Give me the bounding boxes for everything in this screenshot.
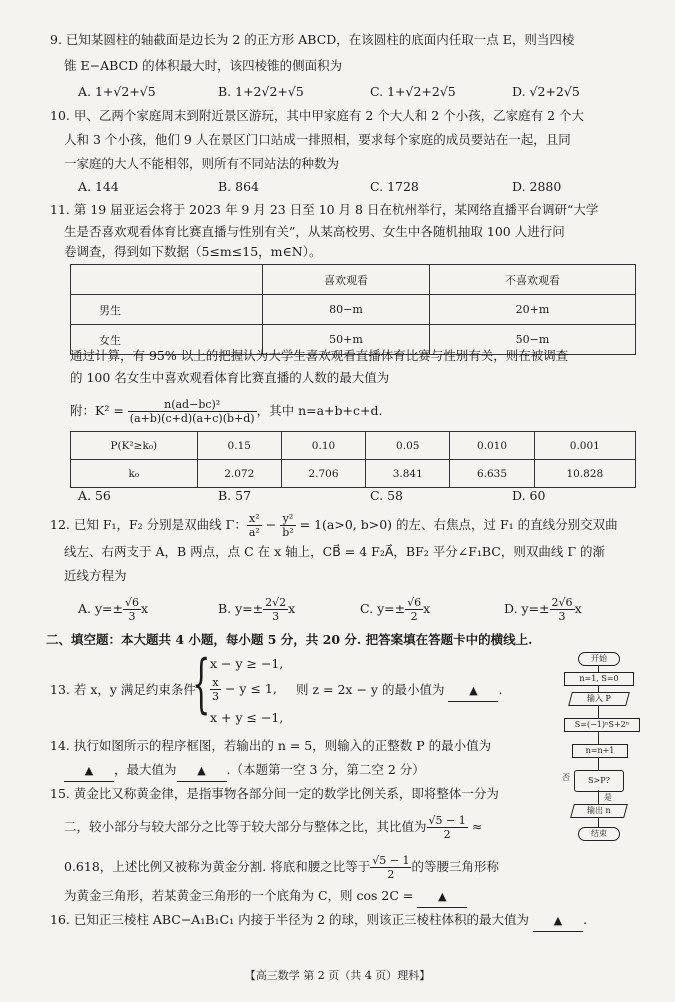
q11-line5: 的 100 名女生中喜欢观看体育比赛直播的人数的最大值为 <box>70 370 390 385</box>
q10-option-c: C. 1728 <box>370 179 419 194</box>
k-squared-formula <box>70 396 382 426</box>
q10-line2: 人和 3 个小孩，他们 9 人在景区门口站成一排照相，要求每个家庭的成员要站在一起，且同 <box>64 132 571 147</box>
q16-answer-blank: ▲ <box>533 911 583 932</box>
q15-text: 二，较小部分与较大部分之比等于较大部分与整体之比，其比值为 <box>64 819 427 834</box>
fraction-denominator: 2 <box>443 828 451 841</box>
flowchart-increment: n=n+1 <box>572 744 628 758</box>
q14-mid-text: ，最大值为 <box>114 762 177 777</box>
q15-line2 <box>64 812 482 842</box>
q16-text: 16. 已知正三棱柱 ABC−A₁B₁C₁ 内接于半径为 2 的球，则该正三棱柱体积的最大值为 <box>50 912 529 927</box>
table-row <box>71 265 636 295</box>
q9-option-d: D. √2+2√5 <box>512 84 580 99</box>
q15-line4 <box>64 886 467 908</box>
option-prefix: B. y=± <box>218 601 264 616</box>
q12-minus: − <box>261 517 281 532</box>
constraint-rest: − y ≤ 1, <box>221 681 277 696</box>
flowchart-init: n=1, S=0 <box>564 672 634 686</box>
fraction-denominator: a² <box>248 526 260 539</box>
flowchart-condition: S>P? <box>574 770 624 792</box>
q16-line <box>50 910 587 932</box>
fraction-numerator: √5 − 1 <box>428 814 466 827</box>
flow-arrow <box>598 685 599 692</box>
table-row <box>71 460 636 488</box>
survey-table <box>70 264 636 355</box>
program-flowchart <box>560 652 640 862</box>
formula-denominator: (a+b)(c+d)(a+c)(b+d) <box>129 412 255 425</box>
formula-fraction <box>128 398 257 425</box>
option-suffix: x <box>574 601 582 616</box>
q12-option-b <box>218 594 295 624</box>
section-heading-fill-in: 二、填空题：本大题共 4 小题，每小题 5 分，共 20 分. 把答案填在答题卡中的横线上. <box>46 632 533 647</box>
q9-line1: 9. 已知某圆柱的轴截面是边长为 2 的正方形 ABCD，在该圆柱的底面内任取一点 E，则当四棱 <box>50 32 575 47</box>
option-prefix: D. y=± <box>504 601 550 616</box>
q14-answer-blank-min: ▲ <box>64 761 114 782</box>
q9-option-c: C. 1+√2+2√5 <box>370 84 456 99</box>
fraction-denominator: 3 <box>128 610 136 623</box>
table-row <box>71 432 636 460</box>
table-row <box>71 295 636 325</box>
q12-line1 <box>50 510 618 540</box>
table-cell: 0.05 <box>366 432 450 460</box>
table-cell: 0.010 <box>450 432 534 460</box>
q9-option-b: B. 1+2√2+√5 <box>218 84 304 99</box>
q12-fraction-x <box>247 512 262 539</box>
q13-constraint-3: x + y ≤ −1, <box>210 710 284 725</box>
flow-arrow <box>598 790 599 804</box>
option-fraction <box>123 596 141 623</box>
constraint-brace: { <box>192 647 211 721</box>
table-cell: 50+m <box>263 325 430 355</box>
golden-ratio-fraction <box>427 814 468 841</box>
flow-arrow <box>598 757 599 770</box>
option-suffix: x <box>288 601 296 616</box>
fraction-numerator: √6 <box>407 596 422 609</box>
fraction-denominator: 3 <box>272 610 280 623</box>
q12-line2: 线左、右两支于 A，B 两点，点 C 在 x 轴上，CB⃗ = 4 F₂A⃗，BF₂ 平分∠F₁BC，则双曲线 Γ 的渐 <box>64 544 605 559</box>
table-cell: 50−m <box>429 325 635 355</box>
formula-prefix: 附：K² = <box>70 403 128 418</box>
q11-line2: 生是否喜欢观看体育比赛直播与性别有关”，从某高校男、女生中各随机抽取 100 人进行问 <box>64 224 565 239</box>
option-fraction <box>550 596 575 623</box>
fraction-denominator: 2 <box>387 868 395 881</box>
q15-text: 的等腰三角形称 <box>411 859 499 874</box>
q14-answer-blank-max: ▲ <box>177 761 227 782</box>
q15-approx: ≈ <box>467 819 483 834</box>
flow-arrow <box>598 705 599 718</box>
option-suffix: x <box>141 601 149 616</box>
golden-ratio-fraction <box>370 854 411 881</box>
table-cell: 3.841 <box>366 460 450 488</box>
table-cell: P(K²≥k₀) <box>71 432 198 460</box>
page-footer: 【高三数学 第 2 页（共 4 页）理科】 <box>244 969 431 982</box>
fraction-numerator: 2√2 <box>265 596 287 609</box>
fraction-numerator: x² <box>247 512 262 526</box>
q9-line2: 锥 E−ABCD 的体积最大时，该四棱锥的侧面积为 <box>64 58 343 73</box>
flow-arrow <box>598 731 599 744</box>
q11-option-a: A. 56 <box>78 488 111 503</box>
flowchart-start: 开始 <box>578 652 620 666</box>
critical-value-table <box>70 431 636 488</box>
q11-option-c: C. 58 <box>370 488 403 503</box>
q10-option-b: B. 864 <box>218 179 259 194</box>
q13-prefix: 13. 若 x，y 满足约束条件 <box>50 682 196 697</box>
option-prefix: A. y=± <box>78 601 123 616</box>
q13-constraint-2 <box>210 674 277 704</box>
q12-line3: 近线方程为 <box>64 568 127 583</box>
option-fraction <box>263 596 288 623</box>
option-suffix: x <box>423 601 431 616</box>
q10-line3: 一家庭的大人不能相邻，则所有不同站法的种数为 <box>64 156 340 171</box>
table-cell: 男生 <box>71 295 263 325</box>
formula-suffix: ，其中 n=a+b+c+d. <box>256 403 383 418</box>
flow-arrow <box>598 817 599 827</box>
table-cell: 女生 <box>71 325 263 355</box>
q14-line2 <box>64 760 425 782</box>
q15-text: 0.618，上述比例又被称为黄金分割. 将底和腰之比等于 <box>64 859 371 874</box>
q13-end: . <box>498 682 503 697</box>
fraction-denominator: b² <box>282 526 294 539</box>
table-cell: 2.706 <box>281 460 365 488</box>
table-cell <box>71 265 263 295</box>
table-cell: 6.635 <box>450 460 534 488</box>
flowchart-input <box>568 692 630 706</box>
table-cell: 20+m <box>429 295 635 325</box>
flow-arrow <box>598 665 599 672</box>
q11-line3: 卷调查，得到如下数据（5≤m≤15，m∈N）。 <box>64 244 322 259</box>
table-cell: k₀ <box>71 460 198 488</box>
q15-text: 为黄金三角形，若某黄金三角形的一个底角为 C，则 cos 2C = <box>64 888 414 903</box>
q12-text-a: 12. 已知 F₁，F₂ 分别是双曲线 Γ： <box>50 517 247 532</box>
flowchart-output <box>570 804 628 818</box>
q12-fraction-y <box>280 512 295 539</box>
q13-question-text: 则 z = 2x − y 的最小值为 <box>296 682 445 697</box>
table-cell: 0.001 <box>534 432 635 460</box>
fraction-numerator: y² <box>280 512 295 526</box>
q10-option-d: D. 2880 <box>512 179 562 194</box>
flowchart-input-label: 输入 P <box>587 694 611 703</box>
table-cell: 0.10 <box>281 432 365 460</box>
table-cell: 80−m <box>263 295 430 325</box>
flowchart-update: S=(−1)ⁿS+2ⁿ <box>564 718 640 732</box>
constraint-fraction <box>210 676 221 703</box>
table-cell: 2.072 <box>197 460 281 488</box>
q10-option-a: A. 144 <box>78 179 119 194</box>
table-cell: 10.828 <box>534 460 635 488</box>
formula-numerator: n(ad−bc)² <box>128 398 257 412</box>
q15-answer-blank: ▲ <box>417 887 467 908</box>
q13-answer-blank: ▲ <box>448 681 498 702</box>
q14-line1: 14. 执行如图所示的程序框图，若输出的 n = 5，则输入的正整数 P 的最小值为 <box>50 738 492 753</box>
q14-tail-text: .（本题第一空 3 分，第二空 2 分） <box>226 762 425 777</box>
q11-line1: 11. 第 19 届亚运会将于 2023 年 9 月 23 日至 10 月 8 日在杭州举行，某网络直播平台调研“大学 <box>50 202 599 217</box>
q12-option-c <box>360 594 430 624</box>
q13-suffix <box>296 680 502 702</box>
q11-line4: 通过计算，有 95% 以上的把握认为大学生喜欢观看直播体育比赛与性别有关，则在被调查 <box>70 348 569 363</box>
table-header-like: 喜欢观看 <box>263 265 430 295</box>
q16-end: . <box>582 912 587 927</box>
table-cell: 0.15 <box>197 432 281 460</box>
flowchart-output-label: 输出 n <box>587 806 611 815</box>
fraction-denominator: 3 <box>558 610 566 623</box>
fraction-numerator: x <box>210 676 221 690</box>
fraction-denominator: 3 <box>212 690 219 703</box>
q13-constraint-1: x − y ≥ −1, <box>210 656 284 671</box>
fraction-numerator: 2√6 <box>551 596 573 609</box>
flowchart-end: 结束 <box>578 827 620 841</box>
option-fraction <box>405 596 423 623</box>
fraction-denominator: 2 <box>410 610 418 623</box>
flowchart-no-label: 否 <box>562 773 570 782</box>
q11-option-d: D. 60 <box>512 488 546 503</box>
fraction-numerator: √6 <box>124 596 139 609</box>
q12-option-a <box>78 594 148 624</box>
q10-line1: 10. 甲、乙两个家庭周末到附近景区游玩，其中甲家庭有 2 个大人和 2 个小孩，乙家庭有 2 个大 <box>50 108 585 123</box>
q9-option-a: A. 1+√2+√5 <box>78 84 156 99</box>
q12-option-d <box>504 594 582 624</box>
option-prefix: C. y=± <box>360 601 406 616</box>
flowchart-yes-label: 是 <box>604 793 612 802</box>
q15-line1: 15. 黄金比又称黄金律，是指事物各部分间一定的数学比例关系，即将整体一分为 <box>50 786 499 801</box>
fraction-numerator: √5 − 1 <box>372 854 410 867</box>
q15-line3 <box>64 852 499 882</box>
q11-option-b: B. 57 <box>218 488 252 503</box>
q12-text-b: = 1(a>0, b>0) 的左、右焦点，过 F₁ 的直线分别交双曲 <box>295 517 618 532</box>
table-header-dislike: 不喜欢观看 <box>429 265 635 295</box>
